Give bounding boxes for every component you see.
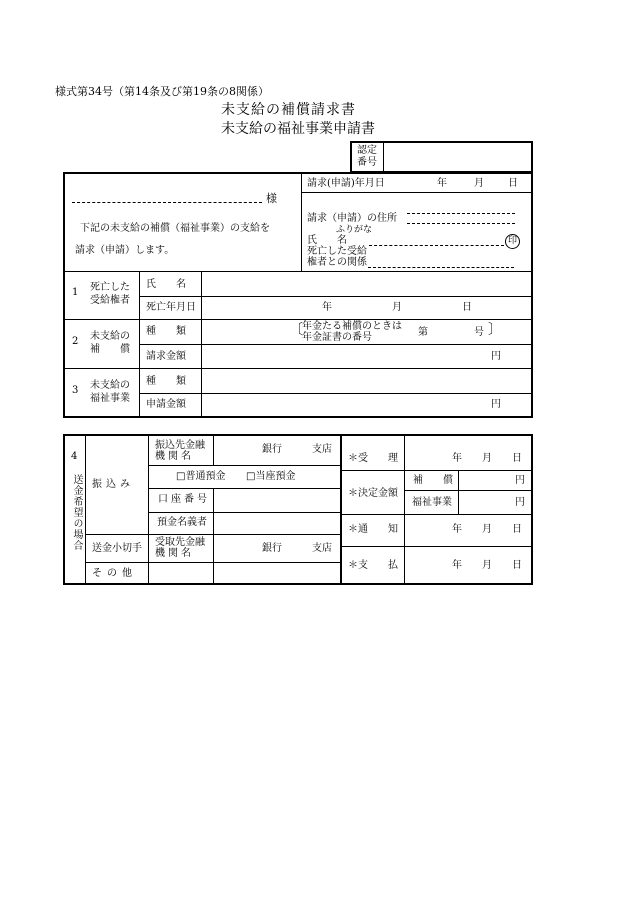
welfare-kind-label: 種 類 — [146, 376, 186, 387]
section-4-vertical-label: 送金希望の場合 — [71, 474, 82, 551]
decided-welfare-label: 福祉事業 — [412, 497, 452, 508]
notice-label: ＊通 知 — [348, 524, 398, 535]
title-welfare: 未支給の福祉事業申請書 — [221, 121, 375, 137]
form-number: 様式第34号（第14条及び第19条の8関係） — [55, 85, 269, 98]
account-number-label: 口座番号 — [158, 494, 210, 505]
sama-label: 様 — [266, 192, 277, 205]
notice-month: 月 — [482, 524, 492, 535]
cert-label: 認定 — [357, 145, 377, 156]
ordinary-deposit-checkbox[interactable]: □普通預金 — [176, 471, 226, 482]
receiving-bank-label-2: 機関名 — [155, 548, 194, 559]
certificate-go: 号 — [474, 327, 484, 338]
bank-transfer-label: 振込み — [92, 479, 134, 490]
other-method-label: その他 — [92, 568, 137, 579]
decided-amount-label: ＊決定金額 — [348, 488, 398, 499]
payment-label: ＊支 払 — [348, 560, 398, 571]
payment-year: 年 — [452, 560, 462, 571]
section-3-number: 3 — [72, 385, 79, 396]
section-3-label-1: 未支給の — [90, 380, 130, 391]
transfer-bank-label-1: 振込先金融 — [155, 440, 205, 451]
decided-compensation-label: 補 償 — [413, 475, 453, 486]
claim-amount-label: 請求金額 — [146, 351, 186, 362]
payment-month: 月 — [482, 560, 492, 571]
death-date-label: 死亡年月日 — [146, 302, 196, 313]
cert-label-2: 番号 — [357, 157, 377, 168]
furigana-label: ふりがな — [336, 225, 373, 235]
death-year: 年 — [322, 302, 332, 313]
title-compensation: 未支給の補償請求書 — [221, 102, 356, 118]
decided-welfare-yen: 円 — [515, 497, 525, 508]
pension-note-1: 年金たる補償のときは — [302, 321, 402, 332]
receipt-day: 日 — [512, 453, 522, 464]
section-1-number: 1 — [72, 287, 79, 298]
compensation-kind-label: 種 類 — [146, 326, 186, 337]
account-holder-label: 預金名義者 — [157, 517, 207, 528]
certificate-dai: 第 — [418, 327, 428, 338]
claim-amount-yen: 円 — [491, 351, 501, 362]
receipt-label: ＊受 理 — [348, 453, 398, 464]
notice-day: 日 — [512, 524, 522, 535]
death-month: 月 — [392, 302, 402, 313]
section-2-label-2: 補 償 — [90, 344, 130, 355]
receiving-bank-ginko: 銀行 — [262, 543, 282, 554]
section-3-label-2: 福祉事業 — [90, 393, 130, 404]
cert-number-box — [350, 141, 533, 173]
receipt-month: 月 — [482, 453, 492, 464]
apply-amount-label: 申請金額 — [146, 399, 186, 410]
seal-mark: 印 — [505, 234, 520, 249]
pension-note-2: 年金証書の番号 — [302, 332, 372, 343]
transfer-bank-label-2: 機関名 — [155, 451, 194, 462]
section-1-label-1: 死亡した — [90, 282, 130, 293]
address-label: 請求（申請）の住所 — [307, 213, 397, 224]
claimant-name-label: 氏 名 — [307, 235, 347, 246]
decided-compensation-yen: 円 — [515, 475, 525, 486]
request-year: 年 — [437, 178, 447, 189]
section-1-label-2: 受給権者 — [90, 295, 130, 306]
apply-amount-yen: 円 — [491, 399, 501, 410]
remittance-check-label: 送金小切手 — [92, 543, 142, 554]
bracket-right: 〕 — [488, 322, 502, 338]
request-day: 日 — [508, 178, 518, 189]
request-month: 月 — [474, 178, 484, 189]
relation-label-2: 権者との関係 — [307, 257, 367, 268]
receipt-year: 年 — [452, 453, 462, 464]
receiving-bank-label-1: 受取先金融 — [155, 537, 205, 548]
receiving-bank-shiten: 支店 — [312, 543, 332, 554]
bracket-left: 〔 — [289, 322, 303, 338]
transfer-bank-ginko: 銀行 — [262, 444, 282, 455]
section-2-label-1: 未支給の — [90, 331, 130, 342]
transfer-bank-shiten: 支店 — [312, 444, 332, 455]
description-line2: 請求（申請）します。 — [75, 245, 175, 256]
section-4-number: 4 — [71, 451, 78, 462]
description-line1: 下記の未支給の補償（福祉事業）の支給を — [80, 223, 270, 234]
payment-day: 日 — [512, 560, 522, 571]
request-date-label: 請求(申請)年月日 — [307, 178, 385, 189]
notice-year: 年 — [452, 524, 462, 535]
relation-label-1: 死亡した受給 — [307, 246, 367, 257]
death-day: 日 — [462, 302, 472, 313]
section-2-number: 2 — [72, 336, 79, 347]
deceased-name-label: 氏 名 — [146, 279, 186, 290]
current-deposit-checkbox[interactable]: □当座預金 — [246, 471, 296, 482]
main-form — [63, 172, 533, 418]
